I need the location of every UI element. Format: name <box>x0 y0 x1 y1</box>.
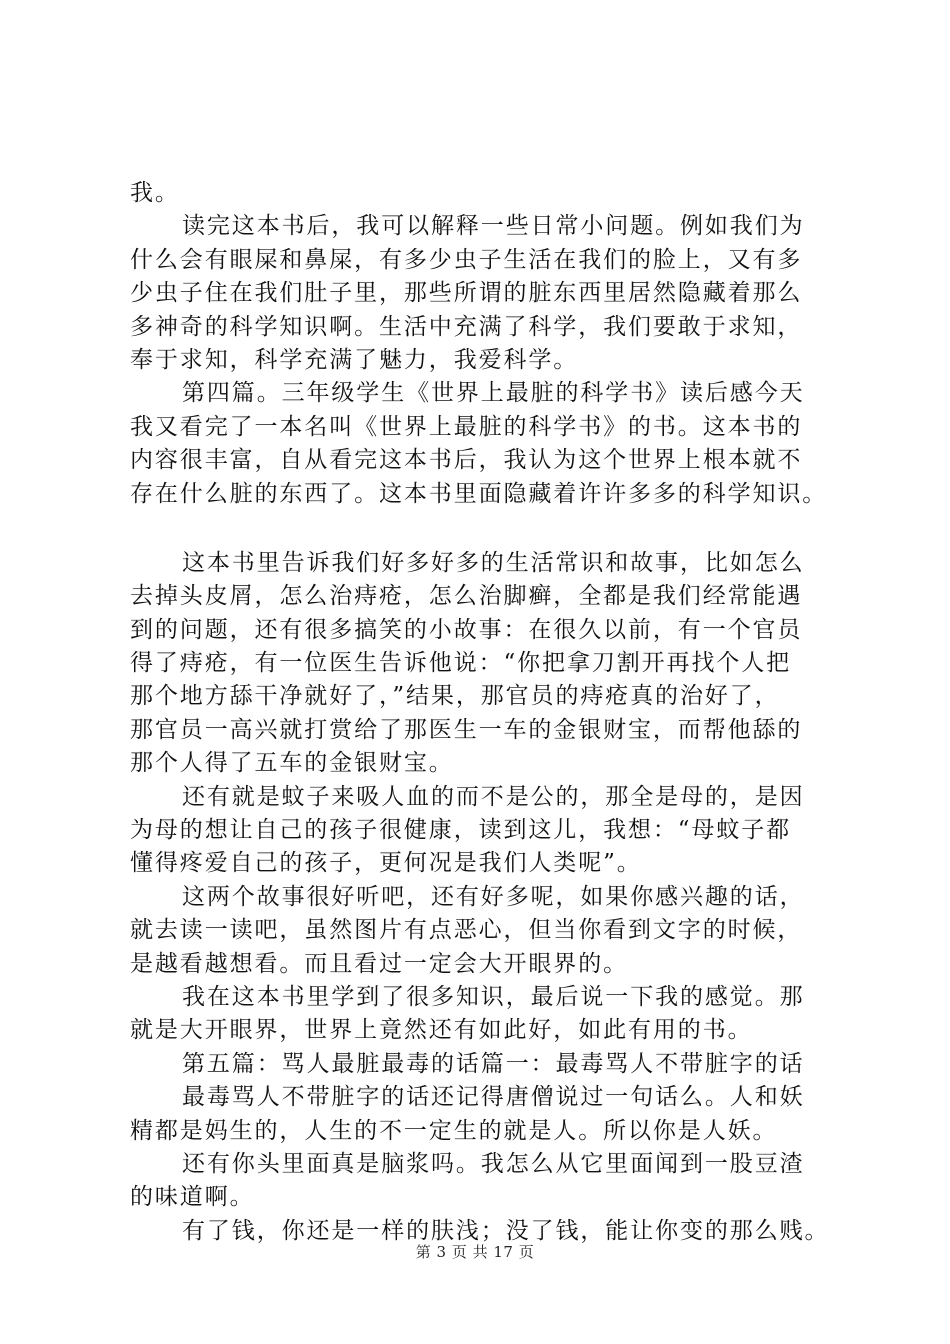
text-line: 去掉头皮屑，怎么治痔疮，怎么治脚癣，全都是我们经常能遇 <box>130 583 803 610</box>
text-line: 第四篇。三年级学生《世界上最脏的科学书》读后感今天 <box>182 380 805 407</box>
text-line: 那个人得了五车的金银财宝。 <box>130 750 454 777</box>
text-line: 奉于求知，科学充满了魅力，我爱科学。 <box>130 346 579 373</box>
text-line: 这两个故事很好听吧，还有好多呢，如果你感兴趣的话， <box>182 883 805 910</box>
text-line: 还有就是蚊子来吸人血的而不是公的，那全是母的，是因 <box>182 783 805 810</box>
page-footer: 第 3 页 共 17 页 <box>415 1243 535 1261</box>
text-line: 内容很丰富，自从看完这本书后，我认为这个世界上根本就不 <box>130 447 803 474</box>
document-body <box>130 177 850 1248</box>
text-line: 这本书里告诉我们好多好多的生活常识和故事，比如怎么 <box>182 549 805 576</box>
text-line: 读完这本书后，我可以解释一些日常小问题。例如我们为 <box>182 213 805 240</box>
text-line: 存在什么脏的东西了。这本书里面隐藏着许许多多的科学知识。 <box>130 480 828 507</box>
text-line: 我。 <box>130 180 180 206</box>
text-line: 最毒骂人不带脏字的话还记得唐僧说过一句话么。人和妖 <box>182 1084 805 1111</box>
text-line: 到的问题，还有很多搞笑的小故事：在很久以前，有一个官员 <box>130 616 803 643</box>
text-line: 我又看完了一本名叫《世界上最脏的科学书》的书。这本书的 <box>130 413 803 440</box>
text-line: 就去读一读吧，虽然图片有点恶心，但当你看到文字的时候， <box>130 917 803 944</box>
text-line: 第五篇：骂人最脏最毒的话篇一：最毒骂人不带脏字的话 <box>182 1050 805 1077</box>
text-line: 还有你头里面真是脑浆吗。我怎么从它里面闻到一股豆渣 <box>182 1150 805 1177</box>
text-line: 那个地方舔干净就好了，”结果，那官员的痔疮真的治好了， <box>130 683 780 710</box>
text-line: 精都是妈生的，人生的不一定生的就是人。所以你是人妖。 <box>130 1117 778 1144</box>
text-line: 什么会有眼屎和鼻屎，有多少虫子生活在我们的脸上，又有多 <box>130 246 803 273</box>
text-line: 得了痔疮，有一位医生告诉他说：“你把拿刀割开再找个人把 <box>130 650 792 677</box>
text-line: 那官员一高兴就打赏给了那医生一车的金银财宝，而帮他舔的 <box>130 716 803 743</box>
text-line: 我在这本书里学到了很多知识，最后说一下我的感觉。那 <box>182 983 805 1010</box>
text-line: 懂得疼爱自己的孩子，更何况是我们人类呢”。 <box>130 850 642 877</box>
text-line: 多神奇的科学知识啊。生活中充满了科学，我们要敢于求知， <box>130 313 803 340</box>
blank-line <box>130 511 850 547</box>
text-line: 少虫子住在我们肚子里，那些所谓的脏东西里居然隐藏着那么 <box>130 280 803 307</box>
text-line: 是越看越想看。而且看过一定会大开眼界的。 <box>130 950 628 977</box>
text-line: 有了钱，你还是一样的肤浅；没了钱，能让你变的那么贱。 <box>182 1217 830 1244</box>
text-line: 为母的想让自己的孩子很健康，读到这儿，我想：“母蚊子都 <box>130 817 792 844</box>
text-line: 的味道啊。 <box>130 1184 255 1211</box>
text-line: 就是大开眼界，世界上竟然还有如此好，如此有用的书。 <box>130 1017 753 1044</box>
